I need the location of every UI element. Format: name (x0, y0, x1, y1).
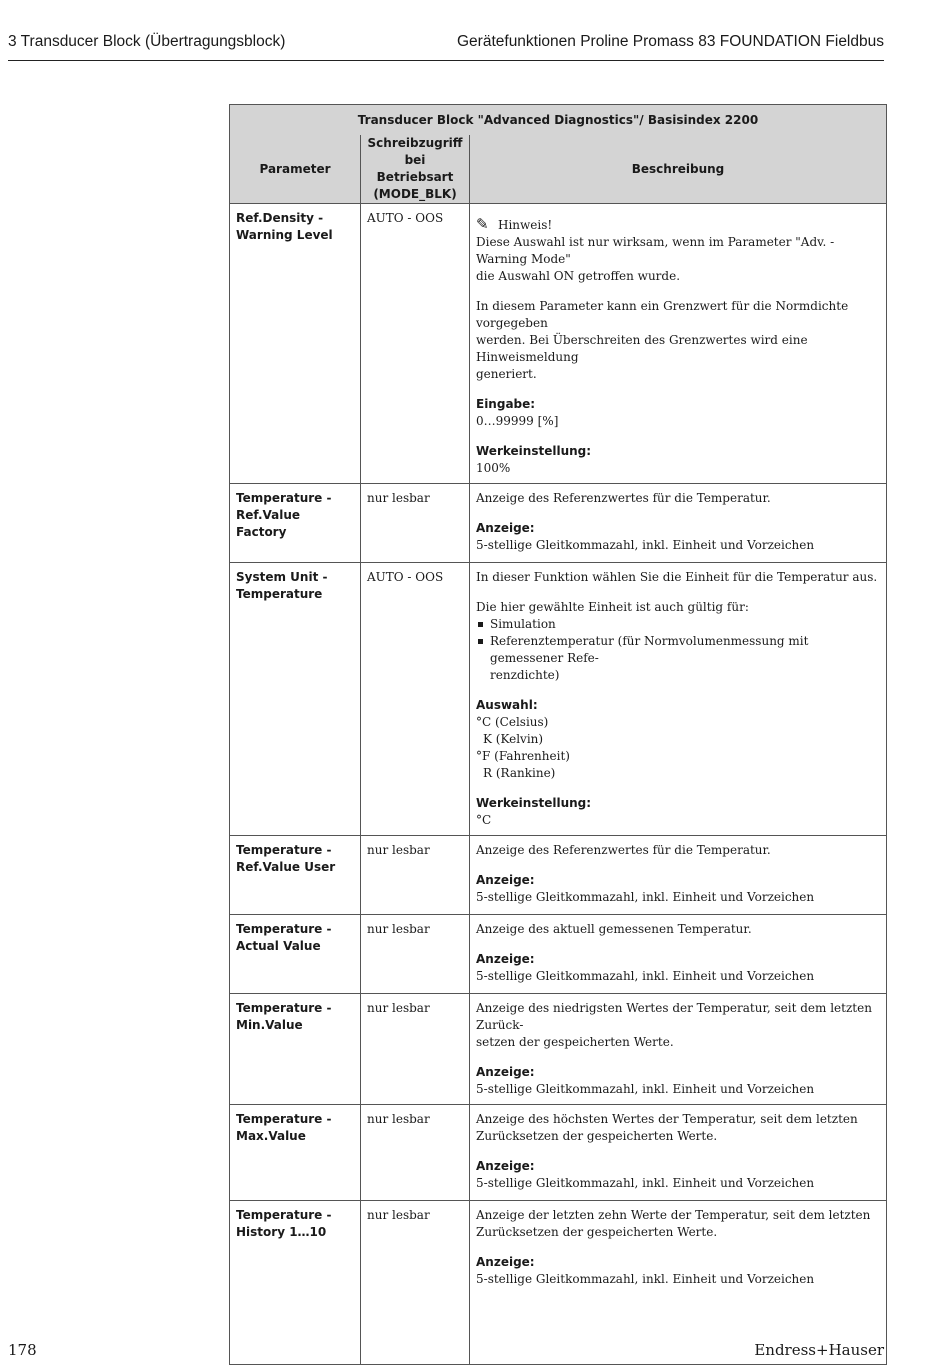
choice-option: °F (Fahrenheit) (476, 749, 570, 763)
choice-label: Auswahl: (476, 698, 538, 712)
parameter-name: Ref.Density - Warning Level (230, 204, 361, 484)
note-heading: ✎ Hinweis! (476, 215, 553, 233)
description: Anzeige des höchsten Wertes der Temperatur, seit dem letzten Zurücksetzen der gespeicherten Werte. Anzeige: 5-stellige Gleitkommazahl, inkl. Einheit und Vorzeichen (470, 1105, 887, 1201)
parameter-name: Temperature - Min.Value (230, 994, 361, 1105)
column-header-parameter: Parameter (230, 135, 361, 204)
description: Anzeige des aktuell gemessenen Temperatur. Anzeige: 5-stellige Gleitkommazahl, inkl. Einheit und Vorzeichen (470, 915, 887, 994)
description: ✎ Hinweis! Diese Auswahl ist nur wirksam, wenn im Parameter "Adv. - Warning Mode" die Auswahl ON getroffen wurde. In diesem Parameter kann ein Grenzwert für die Normdichte vorgegeben werden. Bei Überschreiten des Grenzwertes wird eine Hinweismeldung generiert. Eingabe: 0…99999 [%] Werkeinstellung: 100% (470, 204, 887, 484)
parameter-table (229, 104, 887, 1365)
choice-option: K (Kelvin) (483, 732, 544, 746)
description: Anzeige des Referenzwertes für die Temperatur. Anzeige: 5-stellige Gleitkommazahl, inkl. Einheit und Vorzeichen (470, 836, 887, 915)
parameter-name: Temperature - History 1…10 (230, 1201, 361, 1365)
description: Anzeige des Referenzwertes für die Temperatur. Anzeige: 5-stellige Gleitkommazahl, inkl. Einheit und Vorzeichen (470, 484, 887, 563)
column-header-access: Schreibzugriff bei Betriebsart (MODE_BLK) (361, 135, 470, 204)
write-access: nur lesbar (361, 1201, 470, 1365)
table-row (230, 563, 887, 836)
brand-name: Endress+Hauser (754, 1341, 884, 1359)
column-header-description: Beschreibung (470, 135, 887, 204)
description: Anzeige des niedrigsten Wertes der Temperatur, seit dem letzten Zurück- setzen der gespeicherten Werte. Anzeige: 5-stellige Gleitkommazahl, inkl. Einheit und Vorzeichen (470, 994, 887, 1105)
write-access: AUTO - OOS (361, 204, 470, 484)
table-row (230, 1201, 887, 1365)
pencil-icon: ✎ (476, 215, 489, 233)
parameter-name: Temperature - Ref.Value Factory (230, 484, 361, 563)
parameter-name: Temperature - Actual Value (230, 915, 361, 994)
input-range: 0…99999 [%] (476, 414, 559, 428)
write-access: nur lesbar (361, 1105, 470, 1201)
description: Anzeige der letzten zehn Werte der Temperatur, seit dem letzten Zurücksetzen der gespeicherten Werte. Anzeige: 5-stellige Gleitkommazahl, inkl. Einheit und Vorzeichen (470, 1201, 887, 1365)
table-row (230, 836, 887, 915)
page-number: 178 (8, 1341, 37, 1359)
table-title: Transducer Block "Advanced Diagnostics"/ Basisindex 2200 (230, 105, 887, 136)
choice-option: R (Rankine) (483, 766, 556, 780)
write-access: AUTO - OOS (361, 563, 470, 836)
choice-option: °C (Celsius) (476, 715, 549, 729)
list-item: Simulation (476, 616, 880, 633)
table-row (230, 204, 887, 484)
page-footer (8, 1341, 884, 1359)
bullet-list (476, 616, 880, 684)
table-row (230, 994, 887, 1105)
description: In dieser Funktion wählen Sie die Einheit für die Temperatur aus. Die hier gewählte Einheit ist auch gültig für: Simulation Referenztemperatur (für Normvolumenmessung mit gemessener Refe- renzdichte) Auswahl: °C (Celsius) K (Kelvin) °F (Fahrenheit) R (Rankine) Werkeinstellung: °C (470, 563, 887, 836)
document-title: Gerätefunktionen Proline Promass 83 FOUNDATION Fieldbus (457, 33, 884, 50)
table-row (230, 484, 887, 563)
default-value: 100% (476, 461, 511, 475)
write-access: nur lesbar (361, 484, 470, 563)
parameter-name: Temperature - Max.Value (230, 1105, 361, 1201)
write-access: nur lesbar (361, 836, 470, 915)
write-access: nur lesbar (361, 994, 470, 1105)
table-row (230, 915, 887, 994)
header-rule (8, 60, 884, 61)
parameter-name: System Unit - Temperature (230, 563, 361, 836)
page-header (8, 33, 884, 51)
chapter-title: 3 Transducer Block (Übertragungsblock) (8, 33, 286, 50)
parameter-name: Temperature - Ref.Value User (230, 836, 361, 915)
input-label: Eingabe: (476, 397, 536, 411)
table-row (230, 1105, 887, 1201)
write-access: nur lesbar (361, 915, 470, 994)
default-label: Werkeinstellung: (476, 444, 592, 458)
list-item: Referenztemperatur (für Normvolumenmessung mit gemessener Refe- renzdichte) (476, 633, 880, 684)
